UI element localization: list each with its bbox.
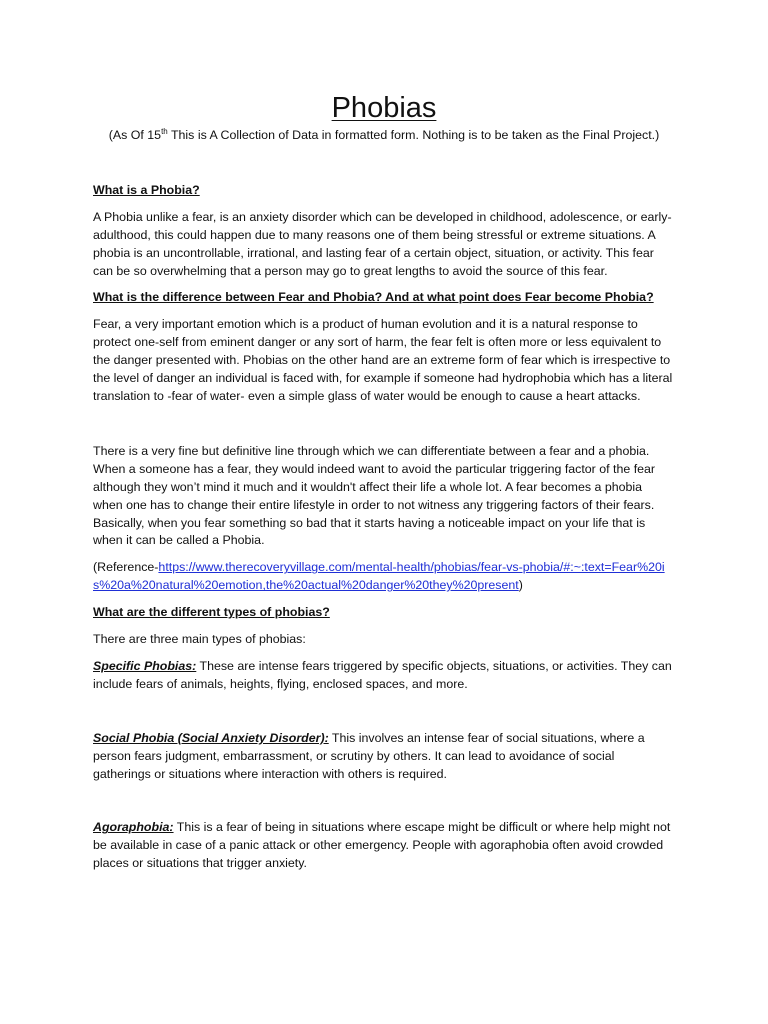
document-page: [93, 90, 675, 873]
desc-specific-phobias: These are intense fears triggered by specific objects, situations, or activities. They can include fears of animals, heights, flying, enclosed spaces, and more.: [93, 658, 672, 691]
document-title: Phobias: [331, 92, 437, 124]
paragraph-types-intro: There are three main types of phobias:: [93, 632, 306, 647]
list-item-specific-phobias: [93, 658, 675, 694]
reference-link[interactable]: https://www.therecoveryvillage.com/mental-health/phobias/fear-vs-phobia/#:~:text=Fear%20is%20a%20natural%20emotion,the%20actual%20danger%20they%20present: [93, 560, 665, 593]
term-specific-phobias: Specific Phobias:: [93, 658, 197, 673]
desc-agoraphobia: This is a fear of being in situations where escape might be difficult or where help might not be available in case of a panic attack or other emergency. People with agoraphobia often avoid crowded places or situations that trigger anxiety.: [93, 820, 671, 871]
subtitle-prefix: (As Of 15: [108, 128, 162, 142]
heading-fear-vs-phobia: What is the difference between Fear and Phobia? And at what point does Fear become Phobia?: [93, 290, 654, 305]
list-item-social-phobia: [93, 730, 675, 784]
reference-prefix: (Reference-: [93, 560, 159, 575]
list-item-agoraphobia: [93, 819, 675, 873]
paragraph-what-is-phobia: A Phobia unlike a fear, is an anxiety disorder which can be developed in childhood, adolescence, or early-adulthood, this could happen due to many reasons one of them being stressful or extreme situations. A phobia is an uncontrollable, irrational, and lasting fear of a certain object, situation, or activity. This fear can be so overwhelming that a person may go to great lengths to avoid the source of this fear.: [93, 209, 672, 278]
heading-what-is-phobia: What is a Phobia?: [93, 182, 200, 197]
subtitle-superscript: th: [161, 126, 168, 136]
term-agoraphobia: Agoraphobia:: [93, 820, 174, 835]
paragraph-fear-definition: Fear, a very important emotion which is a product of human evolution and it is a natural response to protect one-self from eminent danger or any sort of harm, the fear felt is often more or less equivalent to the danger presented with. Phobias on the other hand are an extreme form of fear which is irrespective to the level of danger an individual is faced with, for example if someone had hydrophobia which has a literal translation to -fear of water- even a simple glass of water would be enough to cause a heart attacks.: [93, 317, 673, 403]
subtitle-suffix: This is A Collection of Data in formatted form. Nothing is to be taken as the Final Project.): [167, 128, 660, 142]
document-subtitle: [83, 127, 685, 145]
term-social-phobia: Social Phobia (Social Anxiety Disorder):: [93, 730, 329, 745]
paragraph-fear-phobia-line: There is a very fine but definitive line through which we can differentiate between a fear and a phobia. When a someone has a fear, they would indeed want to avoid the particular triggering factor of the fear although they won’t mind it much and it wouldn't affect their life a whole lot. A fear becomes a phobia when one has to change their entire lifestyle in order to not witness any triggering factors of their fears. Basically, when you fear something so bad that it starts having a noticeable impact on your life that is when it can be called a Phobia.: [93, 443, 656, 548]
desc-social-phobia: This involves an intense fear of social situations, where a person fears judgment, embarrassment, or scrutiny by others. It can lead to avoidance of social gatherings or situations where interaction with others is required.: [93, 730, 645, 781]
heading-types-of-phobias: What are the different types of phobias?: [93, 605, 330, 620]
reference-suffix: ): [518, 578, 523, 593]
reference-paragraph: [93, 559, 675, 595]
